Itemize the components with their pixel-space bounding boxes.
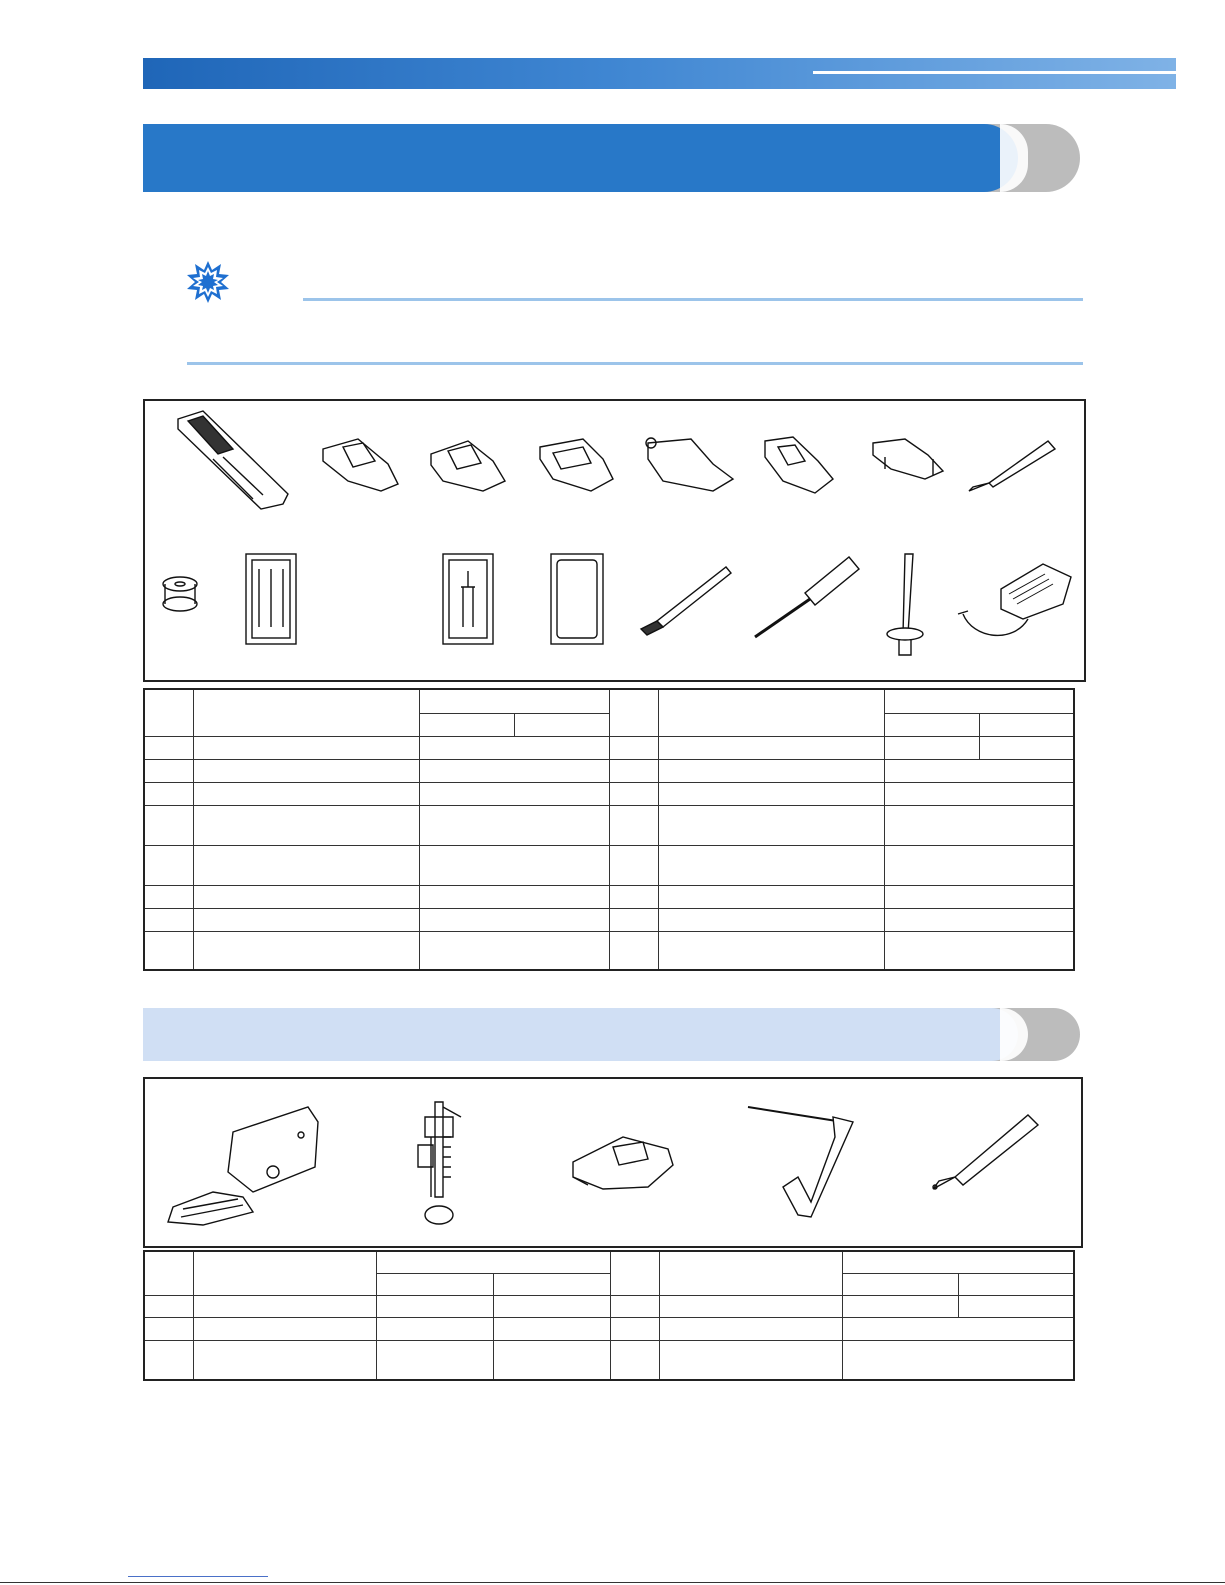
table-cell: [144, 1295, 193, 1317]
table-cell: [144, 885, 193, 908]
table-cell: [144, 805, 193, 845]
table-cell: [493, 1295, 610, 1317]
optional-accessories-illustrations: [143, 1077, 1083, 1248]
foot-controller-icon: [958, 564, 1071, 635]
table-cell: [658, 885, 884, 908]
seam-ripper-icon: [933, 1115, 1038, 1189]
table-row: [144, 759, 1074, 782]
table-cell: [884, 805, 1074, 845]
table-cell: [884, 713, 979, 736]
cleaning-brush-icon: [641, 567, 731, 635]
table-cell: [193, 1317, 376, 1340]
optional-accessories-table: [143, 1250, 1075, 1381]
table-row: [144, 885, 1074, 908]
walking-foot-icon: [168, 1107, 318, 1225]
table-cell: [493, 1317, 610, 1340]
presser-foot-icon: [765, 437, 833, 493]
table-cell: [144, 759, 193, 782]
subsection-title-bar: [143, 1008, 1018, 1061]
table-cell: [609, 845, 658, 885]
table-cell: [376, 1340, 493, 1380]
table-cell: [658, 845, 884, 885]
table-cell: [610, 1340, 659, 1380]
table-cell: [419, 908, 609, 931]
table-cell: [884, 759, 1074, 782]
blank-card-icon: [551, 554, 603, 644]
table-cell: [144, 1251, 193, 1295]
quilting-guide-icon: [748, 1107, 853, 1217]
table-cell: [659, 1251, 842, 1295]
table-cell: [610, 1295, 659, 1317]
table-cell: [884, 689, 1074, 713]
presser-foot-icon: [323, 439, 398, 491]
table-cell: [419, 805, 609, 845]
table-cell: [193, 908, 419, 931]
presser-foot-icon: [873, 439, 943, 479]
table-cell: [609, 931, 658, 970]
table-cell: [884, 736, 979, 759]
table-cell: [658, 689, 884, 736]
table-row: [144, 908, 1074, 931]
table-cell: [884, 845, 1074, 885]
spool-pin-icon: [887, 554, 923, 655]
twin-needle-icon: [443, 554, 493, 644]
table-cell: [658, 908, 884, 931]
table-cell: [144, 689, 193, 736]
table-cell: [609, 885, 658, 908]
table-row: [144, 1251, 1074, 1273]
header-band-rule: [813, 71, 1176, 74]
table-cell: [658, 782, 884, 805]
table-cell: [144, 908, 193, 931]
table-cell: [419, 689, 609, 713]
table-cell: [419, 845, 609, 885]
table-cell: [193, 931, 419, 970]
table-cell: [610, 1317, 659, 1340]
table-cell: [193, 759, 419, 782]
table-cell: [658, 736, 884, 759]
table-cell: [193, 689, 419, 736]
table-cell: [419, 759, 609, 782]
table-row: [144, 931, 1074, 970]
table-cell: [193, 1340, 376, 1380]
table-row: [144, 1340, 1074, 1380]
table-cell: [376, 1273, 493, 1295]
table-cell: [658, 805, 884, 845]
table-cell: [658, 759, 884, 782]
table-cell: [193, 736, 419, 759]
table-cell: [144, 782, 193, 805]
table-cell: [609, 689, 658, 736]
table-cell: [842, 1273, 958, 1295]
table-cell: [144, 931, 193, 970]
accessories-table: [143, 688, 1075, 971]
table-row: [144, 736, 1074, 759]
table-cell: [419, 931, 609, 970]
table-cell: [376, 1251, 610, 1273]
table-row: [144, 1295, 1074, 1317]
bobbin-icon: [163, 577, 197, 611]
table-row: [144, 689, 1074, 713]
note-rule-bottom: [187, 362, 1083, 365]
table-cell: [884, 885, 1074, 908]
table-row: [144, 845, 1074, 885]
table-cell: [193, 845, 419, 885]
table-cell: [609, 736, 658, 759]
quarter-inch-foot-icon: [573, 1137, 673, 1189]
table-row: [144, 1317, 1074, 1340]
table-cell: [376, 1295, 493, 1317]
table-cell: [842, 1317, 1074, 1340]
table-row: [144, 782, 1074, 805]
table-cell: [658, 931, 884, 970]
note-rule-top: [303, 298, 1083, 301]
footer-link-underline: [128, 1576, 268, 1577]
table-cell: [419, 713, 514, 736]
note-burst-icon: [186, 260, 230, 304]
seam-ripper-icon: [969, 441, 1055, 491]
presser-foot-icon: [431, 441, 505, 491]
table-cell: [493, 1340, 610, 1380]
table-cell: [842, 1251, 1074, 1273]
table-cell: [144, 1340, 193, 1380]
table-cell: [609, 908, 658, 931]
table-cell: [884, 782, 1074, 805]
table-row: [144, 805, 1074, 845]
table-cell: [842, 1295, 958, 1317]
table-cell: [193, 1295, 376, 1317]
table-cell: [514, 713, 609, 736]
table-cell: [193, 782, 419, 805]
quilting-foot-icon: [418, 1102, 461, 1224]
table-cell: [144, 845, 193, 885]
table-cell: [609, 805, 658, 845]
table-cell: [193, 1251, 376, 1295]
table-cell: [193, 885, 419, 908]
table-cell: [419, 885, 609, 908]
table-cell: [884, 931, 1074, 970]
table-cell: [609, 782, 658, 805]
table-cell: [610, 1251, 659, 1295]
table-cell: [609, 759, 658, 782]
table-cell: [144, 1317, 193, 1340]
table-cell: [659, 1317, 842, 1340]
table-cell: [193, 805, 419, 845]
table-cell: [419, 736, 609, 759]
table-cell: [419, 782, 609, 805]
footer-rule: [0, 1582, 1225, 1583]
table-cell: [884, 908, 1074, 931]
buttonhole-foot-icon: [178, 411, 288, 509]
table-cell: [958, 1295, 1074, 1317]
presser-foot-icon: [646, 438, 733, 491]
table-cell: [842, 1340, 1074, 1380]
table-cell: [958, 1273, 1074, 1295]
needle-set-icon: [246, 554, 296, 644]
table-cell: [979, 736, 1074, 759]
table-cell: [659, 1340, 842, 1380]
screwdriver-icon: [755, 557, 859, 637]
table-cell: [659, 1295, 842, 1317]
table-cell: [493, 1273, 610, 1295]
table-cell: [376, 1317, 493, 1340]
section-title-bar: [143, 124, 1018, 192]
accessories-illustrations: [143, 399, 1086, 682]
table-cell: [979, 713, 1074, 736]
table-cell: [144, 736, 193, 759]
presser-foot-icon: [540, 439, 613, 491]
